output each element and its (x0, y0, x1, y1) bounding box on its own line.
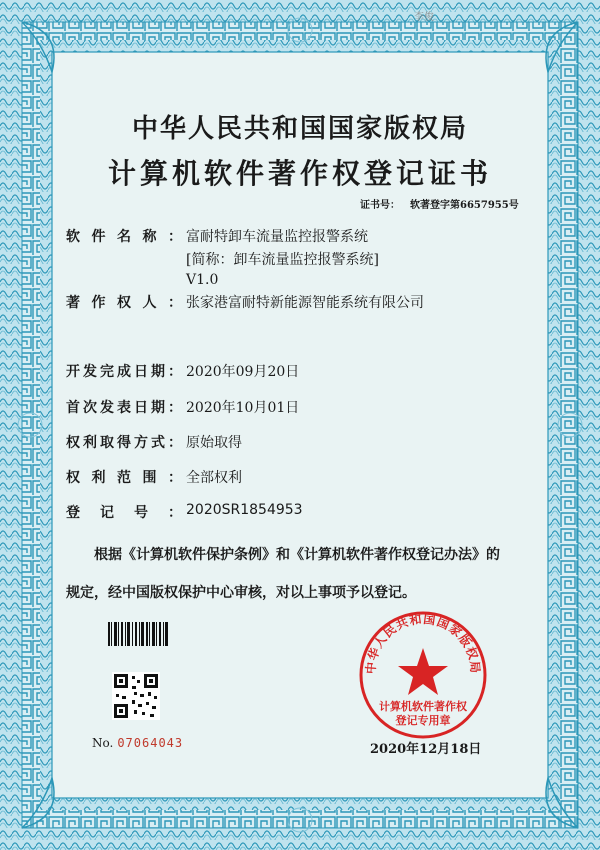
handwritten-note: 李俊 (414, 12, 434, 23)
barcode-icon (108, 622, 168, 646)
first-publication-date-value: 2020年10月01日 (186, 400, 300, 416)
statement-paragraph (66, 536, 546, 612)
seal-center-text (356, 700, 490, 728)
certificate-number-value: 软著登字第6657955号 (410, 200, 519, 211)
completion-date-label: 开发完成日期： (66, 364, 182, 380)
registration-number-label: 登记号： (66, 505, 182, 521)
field-rights-scope (66, 467, 242, 487)
certificate-number-label: 证书号： (360, 200, 400, 211)
copyright-owner-label: 著作权人： (66, 295, 182, 311)
seal-line-1: 计算机软件著作权 (379, 700, 467, 713)
seal-line-2: 登记专用章 (395, 714, 451, 727)
serial-number (92, 736, 183, 750)
issuer-title: 中华人民共和国国家版权局 (131, 114, 468, 144)
software-short-name: [简称：卸车流量监控报警系统] (186, 252, 379, 268)
issue-date: 2020年12月18日 (370, 742, 482, 757)
serial-number-value: 07064043 (117, 736, 184, 750)
field-acquisition-method (66, 432, 242, 452)
certificate-title: 计算机软件著作权登记证书 (107, 157, 492, 190)
rights-scope-value: 全部权利 (186, 470, 242, 486)
registration-number-value: 2020SR1854953 (186, 502, 303, 518)
field-registration-number (66, 502, 303, 522)
seal-ring-text: 中华人民共和国国家版权局 (363, 611, 483, 675)
rights-scope-label: 权利范围： (66, 470, 182, 486)
statement-line-2: 规定，经中国版权保护中心审核，对以上事项予以登记。 (66, 585, 416, 601)
completion-date-value: 2020年09月20日 (186, 364, 300, 380)
qr-code-icon (112, 672, 160, 720)
certificate-number (360, 196, 519, 211)
acquisition-method-label: 权利取得方式： (66, 435, 182, 451)
copyright-owner-value: 张家港富耐特新能源智能系统有限公司 (186, 295, 424, 311)
acquisition-method-value: 原始取得 (186, 435, 242, 451)
field-first-publication-date (66, 397, 299, 417)
field-completion-date (66, 361, 299, 381)
software-version: V1.0 (186, 272, 219, 288)
first-publication-date-label: 首次发表日期： (66, 400, 182, 416)
software-name-value: 富耐特卸车流量监控报警系统 (186, 229, 368, 245)
field-copyright-owner (66, 292, 424, 312)
field-software-name (66, 226, 379, 288)
software-name-label: 软件名称： (66, 229, 182, 245)
statement-line-1: 根据《计算机软件保护条例》和《计算机软件著作权登记办法》的 (94, 547, 500, 563)
serial-number-label: No. (92, 736, 114, 750)
